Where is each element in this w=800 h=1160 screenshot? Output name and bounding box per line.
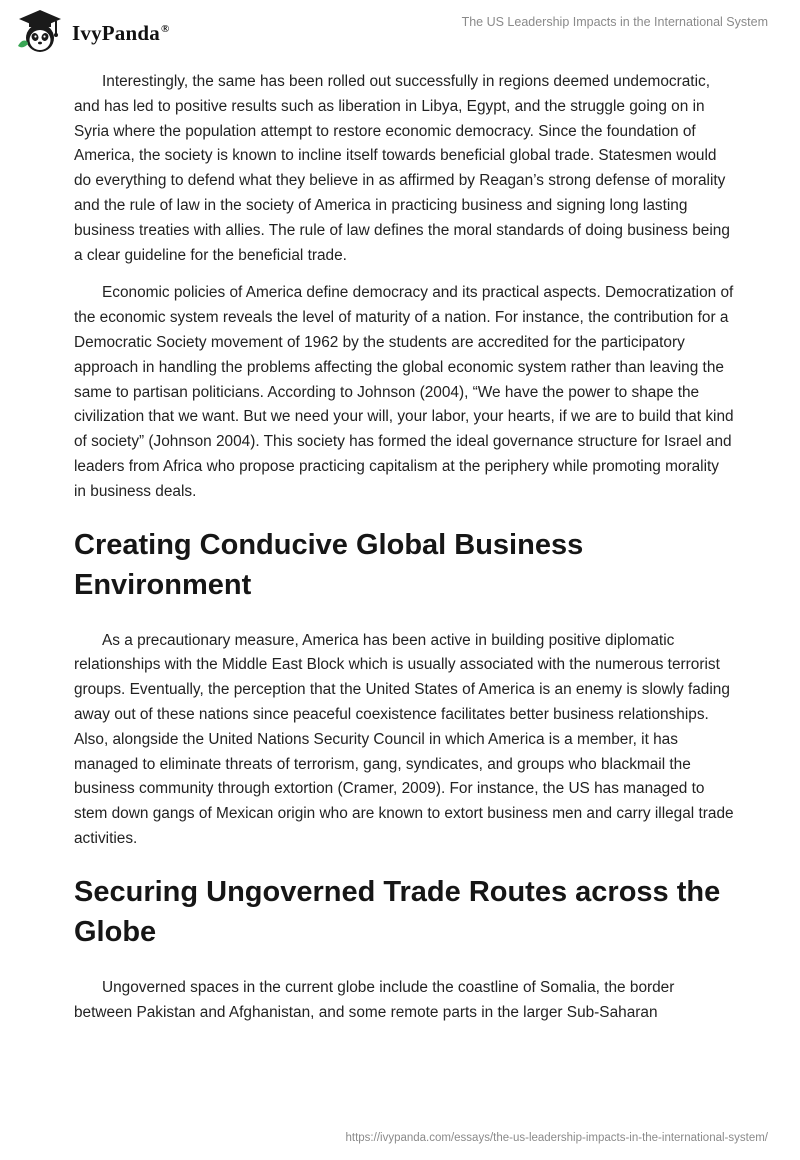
body-paragraph: Ungoverned spaces in the current globe include the coastline of Somalia, the border between Pakistan and Afghanistan, and some remote parts in the larger Sub-Saharan [74, 978, 675, 1021]
source-url[interactable]: https://ivypanda.com/essays/the-us-leadership-impacts-in-the-international-system/ [345, 1132, 768, 1144]
document-title: The US Leadership Impacts in the International System [461, 15, 768, 29]
essay-body [74, 70, 734, 1038]
body-paragraph: Interestingly, the same has been rolled out successfully in regions deemed undemocratic, and has led to positive results such as liberation in Libya, Egypt, and the struggle going on in Syria where the population attempt to restore economic democracy. Since the foundation of America, the society is known to incline itself towards beneficial global trade. Statesmen would do everything to defend what they believe in as affirmed by Reagan’s strong defense of morality and the rule of law in the society of America in practicing business and signing long lasting business treaties with allies. The rule of law defines the moral standards of doing business being a clear guideline for the beneficial trade. [74, 73, 730, 264]
body-paragraph: Economic policies of America define democracy and its practical aspects. Democratization of the economic system reveals the level of maturity of a nation. For instance, the contribution for a Democratic Society movement of 1962 by the students are accredited for the participatory approach in handling the problems affecting the global economic system rather than leaving the same to partisan politicians. According to Johnson (2004), “We have the power to shape the civilization that we want. But we need your will, your labor, your hearts, if we are to build that kind of society” (Johnson 2004). This society has formed the ideal governance structure for Israel and leaders from Africa who propose practicing capitalism at the periphery while promoting morality in business deals. [74, 284, 734, 500]
brand-name: IvyPanda® [72, 20, 170, 45]
page-header [0, 0, 800, 60]
section-heading: Creating Conducive Global Business Environment [74, 528, 584, 601]
panda-graduate-icon [16, 8, 64, 54]
body-paragraph: As a precautionary measure, America has been active in building positive diplomatic relationships with the Middle East Block which is usually associated with the numerous terrorist groups. Eventually, the perception that the United States of America is an enemy is slowly fading away out of these nations since peaceful coexistence facilitates better business relationships. Also, alongside the United Nations Security Council in which America is a member, it has managed to eliminate threats of terrorism, gang, syndicates, and groups who blackmail the business community through extortion (Cramer, 2009). For instance, the US has managed to stem down gangs of Mexican origin who are known to extort business men and carry illegal trade activities. [74, 631, 734, 847]
ivypanda-logo[interactable] [16, 8, 169, 54]
section-heading: Securing Ungoverned Trade Routes across the Globe [74, 875, 721, 948]
